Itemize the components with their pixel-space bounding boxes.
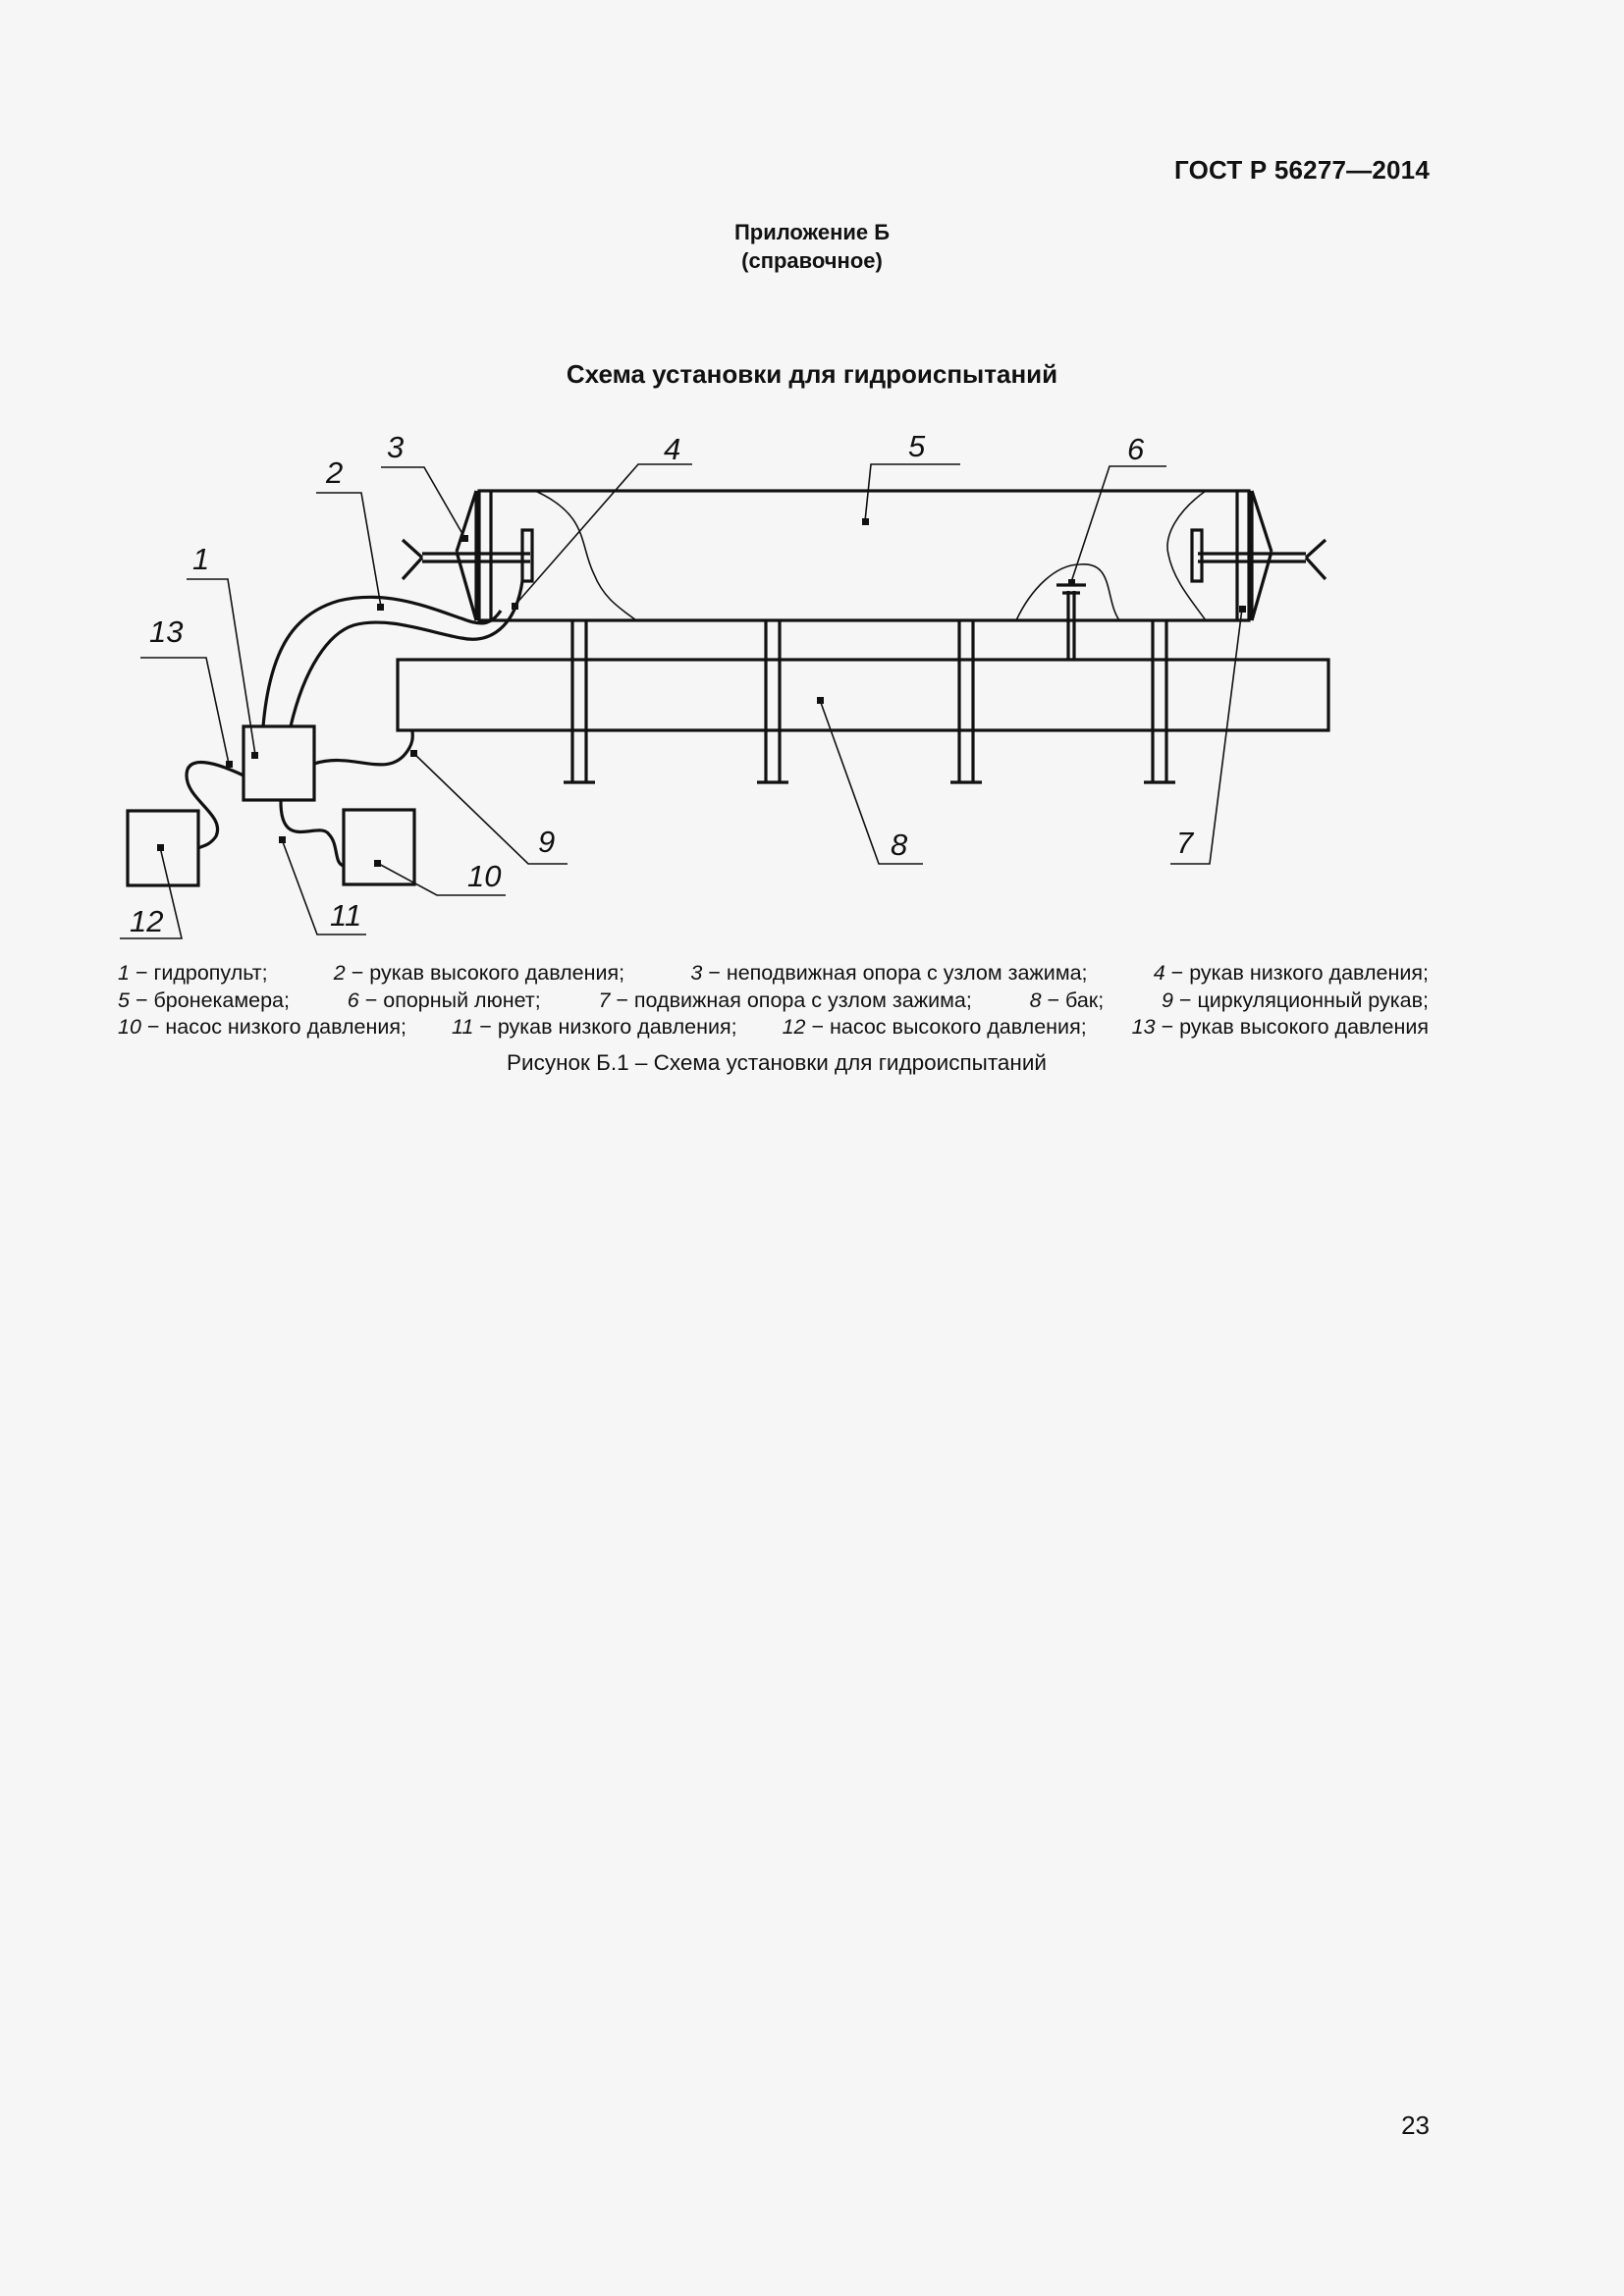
label-7: 7	[1176, 826, 1194, 860]
scheme-title: Схема установки для гидроиспытаний	[566, 359, 1058, 389]
label-9: 9	[538, 825, 556, 859]
label-11: 11	[330, 898, 362, 933]
legend-row	[118, 960, 1429, 988]
legend-item: 1 − гидропульт;	[118, 961, 268, 985]
label-3: 3	[387, 430, 405, 464]
legend-item: 3 − неподвижная опора с узлом зажима;	[690, 961, 1088, 985]
legend-item: 8 − бак;	[1029, 988, 1105, 1012]
tank	[398, 660, 1328, 730]
support-lunette	[1056, 585, 1086, 660]
leader-lines	[120, 464, 1242, 938]
legend-item: 5 − бронекамера;	[118, 988, 290, 1012]
appendix-title: Приложение Б	[733, 220, 891, 244]
legend-item: 7 − подвижная опора с узлом зажима;	[598, 988, 972, 1012]
label-10: 10	[467, 859, 502, 893]
hydraulic-press	[244, 726, 314, 800]
legend-item: 4 − рукав низкого давления;	[1153, 961, 1429, 985]
standard-number: ГОСТ Р 56277—2014	[1174, 155, 1430, 185]
appendix-subtitle: (справочное)	[741, 248, 883, 273]
label-1: 1	[192, 542, 210, 576]
label-13: 13	[149, 614, 184, 649]
chamber-legs	[564, 620, 1175, 782]
circulation-hose-9	[314, 730, 412, 765]
label-2: 2	[326, 455, 344, 490]
leader-markers	[157, 518, 1246, 867]
label-6: 6	[1127, 432, 1145, 466]
high-pressure-hose-2	[263, 597, 501, 726]
legend-item: 2 − рукав высокого давления;	[333, 961, 625, 985]
label-8: 8	[891, 828, 908, 862]
low-pressure-hose-11	[281, 800, 344, 866]
legend-item: 10 − насос низкого давления;	[118, 1015, 407, 1039]
movable-support	[1192, 491, 1326, 620]
legend-item: 12 − насос высокого давления;	[782, 1015, 1087, 1039]
armored-chamber	[479, 491, 1249, 620]
page-number: 23	[1401, 2110, 1430, 2140]
break-line-right	[1167, 491, 1206, 620]
label-12: 12	[130, 904, 164, 938]
legend-row	[118, 1014, 1429, 1041]
high-pressure-hose-13	[187, 763, 244, 849]
legend-item: 6 − опорный люнет;	[347, 988, 541, 1012]
break-line-left	[535, 491, 636, 620]
legend-item: 13 − рукав высокого давления	[1131, 1015, 1429, 1039]
label-5: 5	[908, 429, 926, 463]
label-4: 4	[664, 432, 681, 466]
figure-legend	[118, 960, 1429, 1041]
legend-row	[118, 988, 1429, 1015]
legend-item: 9 − циркуляционный рукав;	[1161, 988, 1429, 1012]
figure-caption: Рисунок Б.1 – Схема установки для гидроиспытаний	[507, 1050, 1047, 1075]
legend-item: 11 − рукав низкого давления;	[452, 1015, 737, 1039]
hydrotest-diagram	[0, 0, 1624, 982]
fixed-support	[403, 491, 532, 620]
low-pressure-pump	[344, 810, 414, 884]
